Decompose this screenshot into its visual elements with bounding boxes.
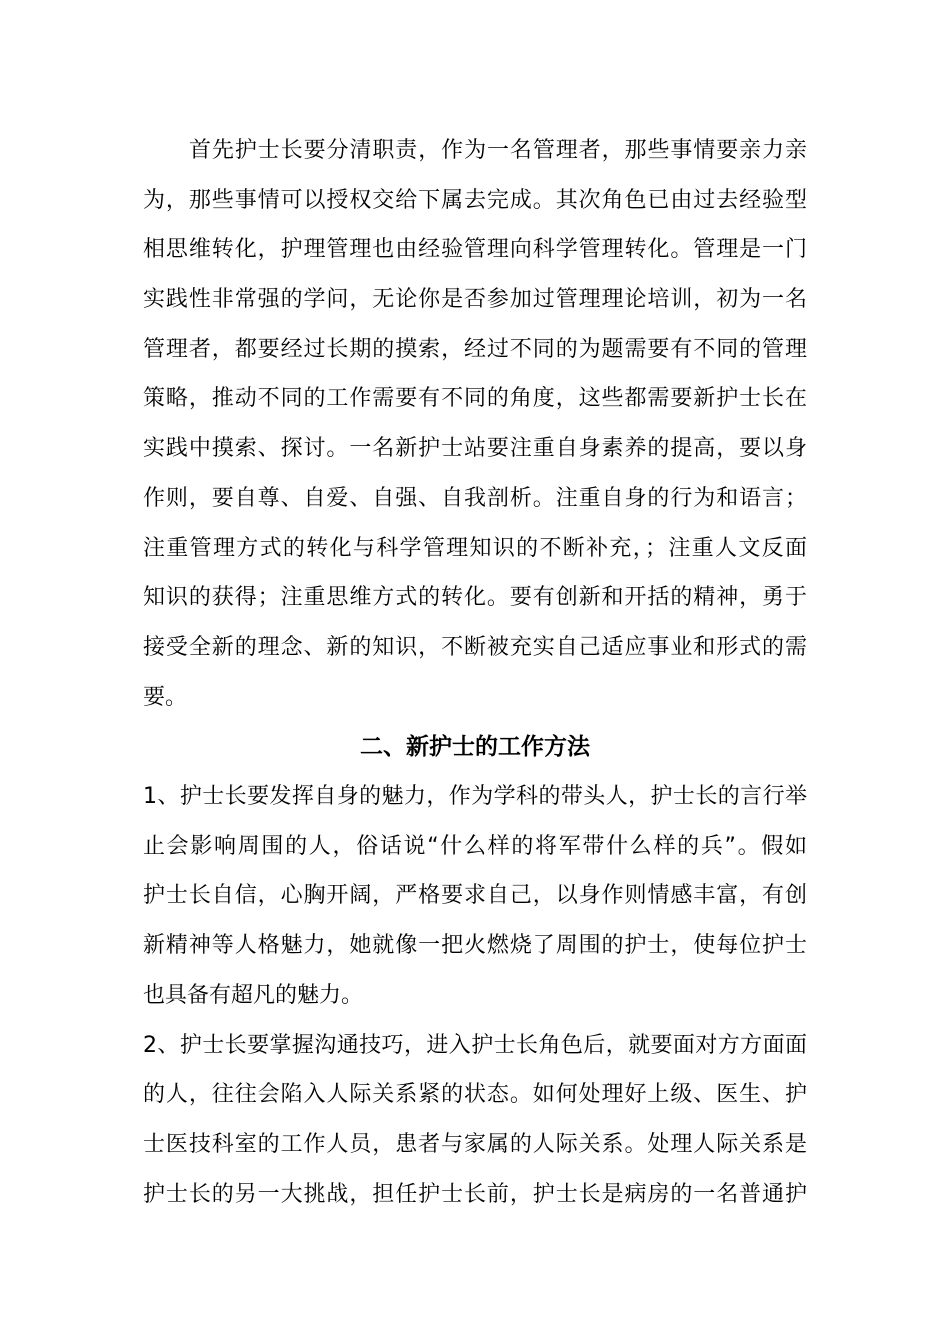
- paragraph-1-line-12: 要。: [143, 685, 188, 710]
- paragraph-1-line-10: 知识的获得；注重思维方式的转化。要有创新和开括的精神，勇于: [143, 585, 807, 610]
- item-1-line-4: 新精神等人格魅力，她就像一把火燃烧了周围的护士，使每位护士: [143, 933, 807, 958]
- paragraph-1-line-4: 实践性非常强的学问，无论你是否参加过管理理论培训，初为一名: [143, 287, 807, 312]
- item-1-line-3: 护士长自信，心胸开阔，严格要求自己，以身作则情感丰富，有创: [143, 883, 807, 908]
- item-1-line-2: 止会影响周围的人，俗话说“什么样的将军带什么样的兵”。假如: [143, 834, 807, 859]
- paragraph-1-line-7: 实践中摸索、探讨。一名新护士站要注重自身素养的提高，要以身: [143, 436, 807, 461]
- paragraph-1-line-6: 策略，推动不同的工作需要有不同的角度，这些都需要新护士长在: [143, 386, 807, 411]
- paragraph-1-line-8: 作则，要自尊、自爱、自强、自我剖析。注重自身的行为和语言；: [143, 486, 807, 511]
- paragraph-1-line-2: 为，那些事情可以授权交给下属去完成。其次角色已由过去经验型: [143, 188, 807, 213]
- paragraph-1-line-5: 管理者，都要经过长期的摸索，经过不同的为题需要有不同的管理: [143, 337, 807, 362]
- item-2-line-4: 护士长的另一大挑战，担任护士长前，护士长是病房的一名普通护: [143, 1182, 807, 1207]
- paragraph-1-line-11: 接受全新的理念、新的知识，不断被充实自己适应事业和形式的需: [143, 635, 807, 660]
- paragraph-1-line-9: 注重管理方式的转化与科学管理知识的不断补充，；注重人文反面: [143, 536, 807, 561]
- item-1-line-5: 也具备有超凡的魅力。: [143, 983, 364, 1008]
- section-heading: 二、新护士的工作方法: [360, 734, 590, 760]
- paragraph-1-line-1: 首先护士长要分清职责，作为一名管理者，那些事情要亲力亲: [189, 138, 807, 163]
- item-2-line-1: 2、护士长要掌握沟通技巧，进入护士长角色后，就要面对方方面面: [143, 1033, 807, 1058]
- item-1-line-1: 1、护士长要发挥自身的魅力，作为学科的带头人，护士长的言行举: [143, 784, 807, 809]
- item-2-line-3: 士医技科室的工作人员，患者与家属的人际关系。处理人际关系是: [143, 1132, 807, 1157]
- paragraph-1-line-3: 相思维转化，护理管理也由经验管理向科学管理转化。管理是一门: [143, 237, 807, 262]
- item-2-line-2: 的人，往往会陷入人际关系紧的状态。如何处理好上级、医生、护: [143, 1082, 807, 1107]
